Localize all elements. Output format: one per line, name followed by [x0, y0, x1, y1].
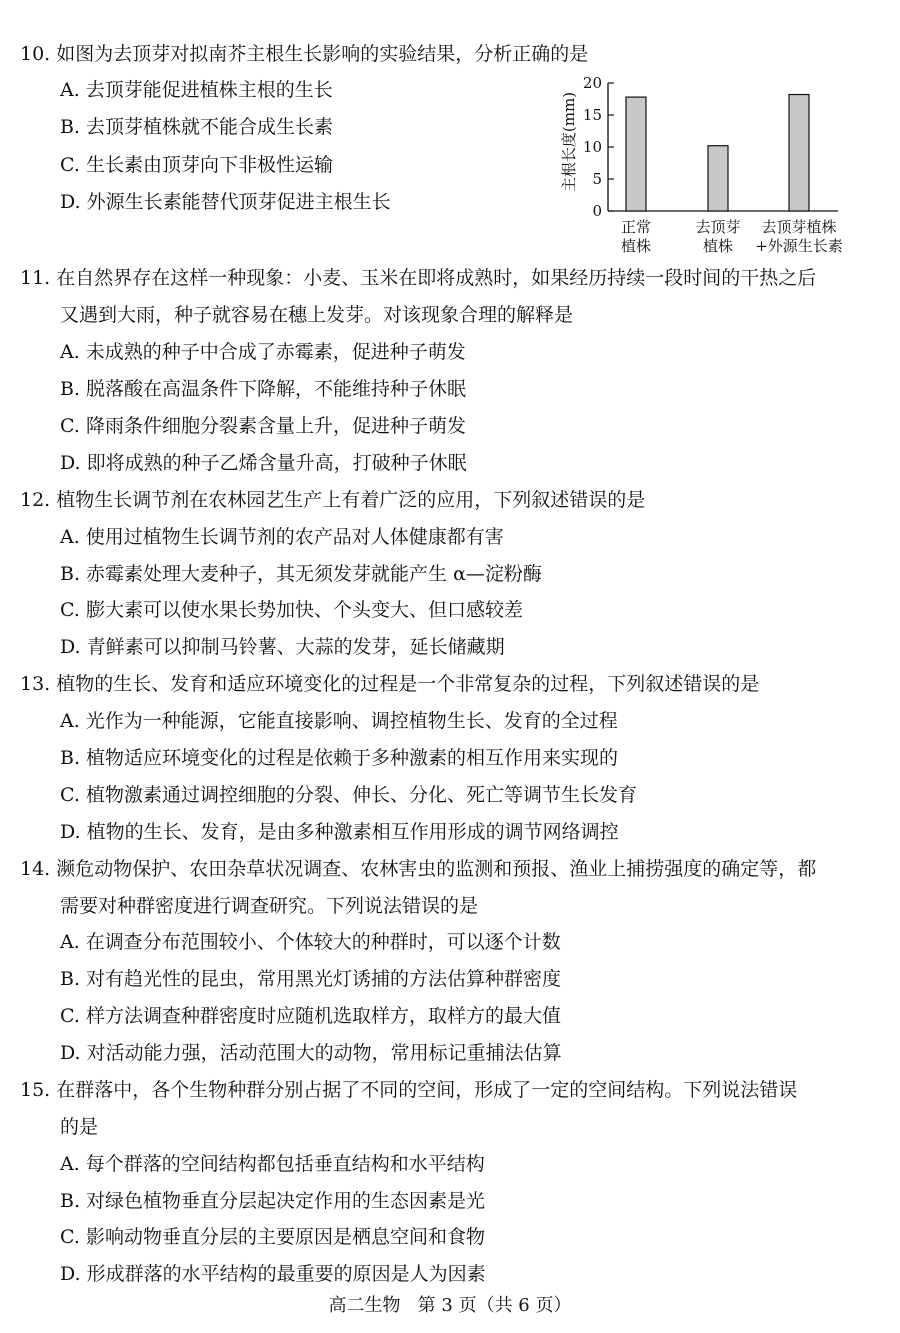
chart-y-axis-label: 主根长度(mm)	[560, 91, 578, 193]
question-13-option-a: A. 光作为一种能源，它能直接影响、调控植物生长、发育的全过程	[60, 710, 618, 732]
question-14-option-d: D. 对活动能力强，活动范围大的动物，常用标记重捕法估算	[60, 1042, 562, 1064]
question-12-option-a: A. 使用过植物生长调节剂的农产品对人体健康都有害	[60, 526, 504, 548]
chart-category-label: 植株	[620, 237, 652, 255]
chart-y-tick-label: 10	[582, 138, 602, 156]
question-14-option-c: C. 样方法调查种群密度时应随机选取样方，取样方的最大值	[60, 1005, 561, 1027]
question-12-stem: 12. 植物生长调节剂在农林园艺生产上有着广泛的应用，下列叙述错误的是	[20, 489, 646, 511]
chart-category-label: 正常	[620, 218, 652, 236]
question-12-option-d: D. 青鲜素可以抑制马铃薯、大蒜的发芽，延长储藏期	[60, 636, 505, 658]
chart-category-label: 植株	[702, 237, 734, 255]
chart-y-tick-label: 0	[592, 202, 602, 220]
chart-y-tick-label: 20	[582, 74, 602, 92]
question-14-stem-line-2: 需要对种群密度进行调查研究。下列说法错误的是	[60, 895, 479, 917]
chart-bar	[708, 146, 728, 211]
chart-bar	[626, 97, 646, 211]
question-15-stem-line-1: 15. 在群落中，各个生物种群分别占据了不同的空间，形成了一定的空间结构。下列说法错误	[20, 1079, 798, 1101]
question-10-stem: 10. 如图为去顶芽对拟南芥主根生长影响的实验结果，分析正确的是	[20, 43, 589, 65]
question-10-option-a: A. 去顶芽能促进植株主根的生长	[60, 79, 333, 101]
chart-y-tick-label: 15	[582, 106, 602, 124]
chart-category-labels	[621, 218, 843, 255]
question-13-stem: 13. 植物的生长、发育和适应环境变化的过程是一个非常复杂的过程，下列叙述错误的是	[20, 673, 760, 695]
question-15-option-d: D. 形成群落的水平结构的最重要的原因是人为因素	[60, 1263, 486, 1285]
question-12-option-c: C. 膨大素可以使水果长势加快、个头变大、但口感较差	[60, 599, 523, 621]
chart-ticks	[583, 74, 614, 220]
chart-category-label: 去顶芽植株	[761, 218, 837, 236]
question-15-option-c: C. 影响动物垂直分层的主要原因是栖息空间和食物	[60, 1226, 485, 1248]
question-13-option-d: D. 植物的生长、发育，是由多种激素相互作用形成的调节网络调控	[60, 821, 619, 843]
question-14-option-b: B. 对有趋光性的昆虫，常用黑光灯诱捕的方法估算种群密度	[60, 968, 562, 990]
question-13-option-c: C. 植物激素通过调控细胞的分裂、伸长、分化、死亡等调节生长发育	[60, 784, 637, 806]
question-11-option-c: C. 降雨条件细胞分裂素含量上升，促进种子萌发	[60, 415, 466, 437]
chart-category-label: 去顶芽	[695, 218, 741, 236]
question-11-option-d: D. 即将成熟的种子乙烯含量升高，打破种子休眠	[60, 452, 467, 474]
question-11-option-b: B. 脱落酸在高温条件下降解，不能维持种子休眠	[60, 378, 467, 400]
question-11-stem-line-1: 11. 在自然界存在这样一种现象：小麦、玉米在即将成熟时，如果经历持续一段时间的干热之后	[20, 267, 817, 289]
chart-bars	[626, 95, 809, 211]
root-length-bar-chart	[548, 70, 878, 285]
question-11-stem-line-2: 又遇到大雨，种子就容易在穗上发芽。对该现象合理的解释是	[60, 304, 574, 326]
question-14-option-a: A. 在调查分布范围较小、个体较大的种群时，可以逐个计数	[60, 931, 561, 953]
chart-bar	[789, 95, 809, 211]
question-15-stem-line-2: 的是	[60, 1116, 99, 1138]
question-12-option-b: B. 赤霉素处理大麦种子，其无须发芽就能产生 α—淀粉酶	[60, 563, 542, 585]
question-10-option-b: B. 去顶芽植株就不能合成生长素	[60, 116, 334, 138]
question-10-option-c: C. 生长素由顶芽向下非极性运输	[60, 154, 333, 176]
question-10-option-d: D. 外源生长素能替代顶芽促进主根生长	[60, 191, 391, 213]
question-11-option-a: A. 未成熟的种子中合成了赤霉素，促进种子萌发	[60, 341, 466, 363]
chart-category-label: +外源生长素	[755, 237, 843, 255]
chart-y-tick-label: 5	[592, 170, 602, 188]
page-footer: 高二生物 第 3 页（共 6 页）	[328, 1295, 572, 1316]
question-15-option-a: A. 每个群落的空间结构都包括垂直结构和水平结构	[60, 1153, 485, 1175]
question-15-option-b: B. 对绿色植物垂直分层起决定作用的生态因素是光	[60, 1190, 486, 1212]
question-14-stem-line-1: 14. 濒危动物保护、农田杂草状况调查、农林害虫的监测和预报、渔业上捕捞强度的确定等，都	[20, 858, 817, 880]
question-13-option-b: B. 植物适应环境变化的过程是依赖于多种激素的相互作用来实现的	[60, 747, 619, 769]
